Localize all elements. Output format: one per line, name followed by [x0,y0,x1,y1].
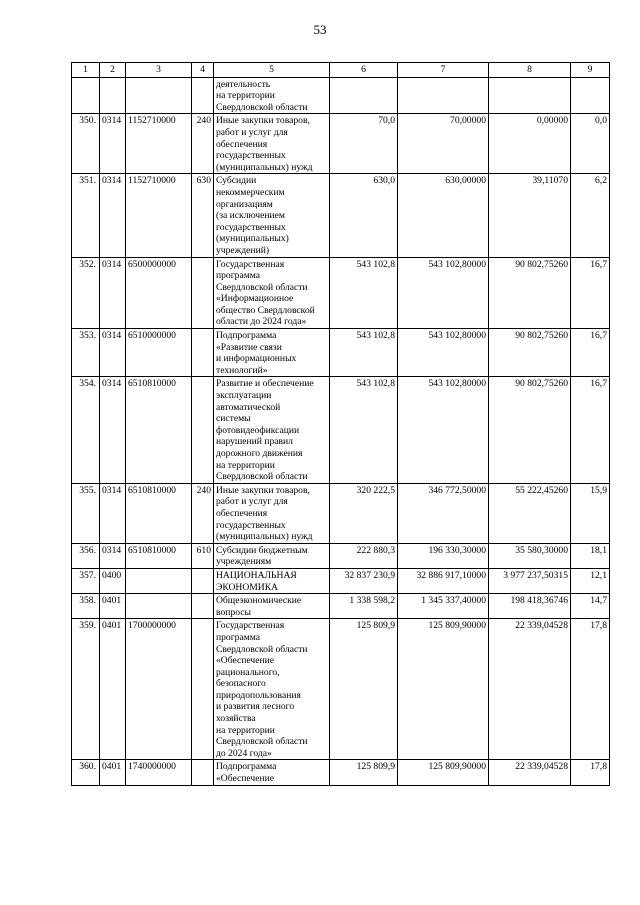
header-cell: 2 [100,63,126,78]
expense-type [192,568,214,593]
execution-percent: 15,9 [571,483,610,543]
plan-amount: 543 102,8 [330,329,398,377]
header-cell: 7 [398,63,489,78]
execution-percent: 17,8 [571,760,610,785]
refined-amount: 630,00000 [398,174,489,257]
plan-amount: 543 102,8 [330,377,398,483]
header-cell: 8 [489,63,571,78]
section-code: 0314 [100,483,126,543]
plan-amount: 70,0 [330,114,398,174]
target-code: 6510000000 [126,329,192,377]
section-code [100,77,126,114]
table-row [72,174,610,257]
section-code: 0400 [100,568,126,593]
plan-amount: 320 222,5 [330,483,398,543]
item-name: Субсидии некоммерческим организациям (за исключением государственных (муниципальных) учреждений) [214,174,330,257]
item-name: Государственная программа Свердловской области «Обеспечение рационального, безопасного природопользования и развития лесного хозяйства на территории Свердловской области до 2024 года» [214,619,330,760]
executed-amount: 90 802,75260 [489,329,571,377]
item-name: Иные закупки товаров, работ и услуг для обеспечения государственных (муниципальных) нужд [214,483,330,543]
plan-amount: 1 338 598,2 [330,594,398,619]
expense-type [192,760,214,785]
target-code: 6510810000 [126,377,192,483]
header-cell: 4 [192,63,214,78]
refined-amount: 346 772,50000 [398,483,489,543]
executed-amount: 55 222,45260 [489,483,571,543]
row-number: 358. [72,594,100,619]
refined-amount: 543 102,80000 [398,329,489,377]
plan-amount: 543 102,8 [330,257,398,329]
execution-percent: 0,0 [571,114,610,174]
executed-amount: 0,00000 [489,114,571,174]
header-cell: 5 [214,63,330,78]
item-name: Подпрограмма «Обеспечение [214,760,330,785]
section-code: 0314 [100,329,126,377]
refined-amount: 125 809,90000 [398,760,489,785]
row-number: 356. [72,543,100,568]
item-name: НАЦИОНАЛЬНАЯ ЭКОНОМИКА [214,568,330,593]
table-row [72,257,610,329]
target-code [126,77,192,114]
plan-amount: 125 809,9 [330,760,398,785]
execution-percent: 18,1 [571,543,610,568]
executed-amount: 35 580,30000 [489,543,571,568]
row-number: 354. [72,377,100,483]
row-number: 353. [72,329,100,377]
item-name: Общеэкономические вопросы [214,594,330,619]
budget-table [71,62,610,786]
table-row [72,760,610,785]
plan-amount: 125 809,9 [330,619,398,760]
section-code: 0314 [100,257,126,329]
table-row [72,568,610,593]
item-name: Иные закупки товаров, работ и услуг для обеспечения государственных (муниципальных) нужд [214,114,330,174]
item-name: Развитие и обеспечение эксплуатации автоматической системы фотовидеофиксации нарушений правил дорожного движения на территории Свердловской области [214,377,330,483]
executed-amount: 22 339,04528 [489,760,571,785]
row-number: 355. [72,483,100,543]
refined-amount [398,77,489,114]
target-code: 6500000000 [126,257,192,329]
header-cell: 3 [126,63,192,78]
target-code [126,568,192,593]
executed-amount: 90 802,75260 [489,377,571,483]
executed-amount: 90 802,75260 [489,257,571,329]
plan-amount: 630,0 [330,174,398,257]
execution-percent: 16,7 [571,257,610,329]
table-row [72,114,610,174]
table-row [72,329,610,377]
table-row [72,594,610,619]
expense-type [192,77,214,114]
execution-percent: 17,8 [571,619,610,760]
target-code: 6510810000 [126,543,192,568]
section-code: 0401 [100,619,126,760]
executed-amount [489,77,571,114]
target-code [126,594,192,619]
row-number [72,77,100,114]
expense-type: 630 [192,174,214,257]
expense-type: 610 [192,543,214,568]
target-code: 1152710000 [126,174,192,257]
row-number: 352. [72,257,100,329]
expense-type [192,257,214,329]
refined-amount: 125 809,90000 [398,619,489,760]
refined-amount: 1 345 337,40000 [398,594,489,619]
table-row [72,483,610,543]
target-code: 1152710000 [126,114,192,174]
expense-type [192,619,214,760]
row-number: 351. [72,174,100,257]
refined-amount: 543 102,80000 [398,377,489,483]
item-name: Субсидии бюджетным учреждениям [214,543,330,568]
refined-amount: 543 102,80000 [398,257,489,329]
section-code: 0401 [100,760,126,785]
execution-percent: 16,7 [571,377,610,483]
execution-percent: 14,7 [571,594,610,619]
item-name: Подпрограмма «Развитие связи и информационных технологий» [214,329,330,377]
expense-type [192,377,214,483]
executed-amount: 3 977 237,50315 [489,568,571,593]
section-code: 0314 [100,543,126,568]
plan-amount: 32 837 230,9 [330,568,398,593]
table-row [72,77,610,114]
expense-type: 240 [192,114,214,174]
expense-type: 240 [192,483,214,543]
target-code: 1740000000 [126,760,192,785]
table-row [72,619,610,760]
plan-amount: 222 880,3 [330,543,398,568]
expense-type [192,329,214,377]
refined-amount: 32 886 917,10000 [398,568,489,593]
header-cell: 9 [571,63,610,78]
target-code: 6510810000 [126,483,192,543]
header-cell: 6 [330,63,398,78]
section-code: 0401 [100,594,126,619]
section-code: 0314 [100,377,126,483]
header-cell: 1 [72,63,100,78]
refined-amount: 196 330,30000 [398,543,489,568]
row-number: 350. [72,114,100,174]
executed-amount: 22 339,04528 [489,619,571,760]
target-code: 1700000000 [126,619,192,760]
execution-percent: 12,1 [571,568,610,593]
section-code: 0314 [100,174,126,257]
execution-percent: 16,7 [571,329,610,377]
item-name: деятельность на территории Свердловской области [214,77,330,114]
expense-type [192,594,214,619]
executed-amount: 198 418,36746 [489,594,571,619]
executed-amount: 39,11070 [489,174,571,257]
refined-amount: 70,00000 [398,114,489,174]
row-number: 357. [72,568,100,593]
plan-amount [330,77,398,114]
execution-percent [571,77,610,114]
page-number: 53 [313,22,327,37]
table-row [72,377,610,483]
table-header-row [72,63,610,78]
section-code: 0314 [100,114,126,174]
table-row [72,543,610,568]
row-number: 359. [72,619,100,760]
execution-percent: 6,2 [571,174,610,257]
item-name: Государственная программа Свердловской области «Информационное общество Свердловской области до 2024 года» [214,257,330,329]
row-number: 360. [72,760,100,785]
